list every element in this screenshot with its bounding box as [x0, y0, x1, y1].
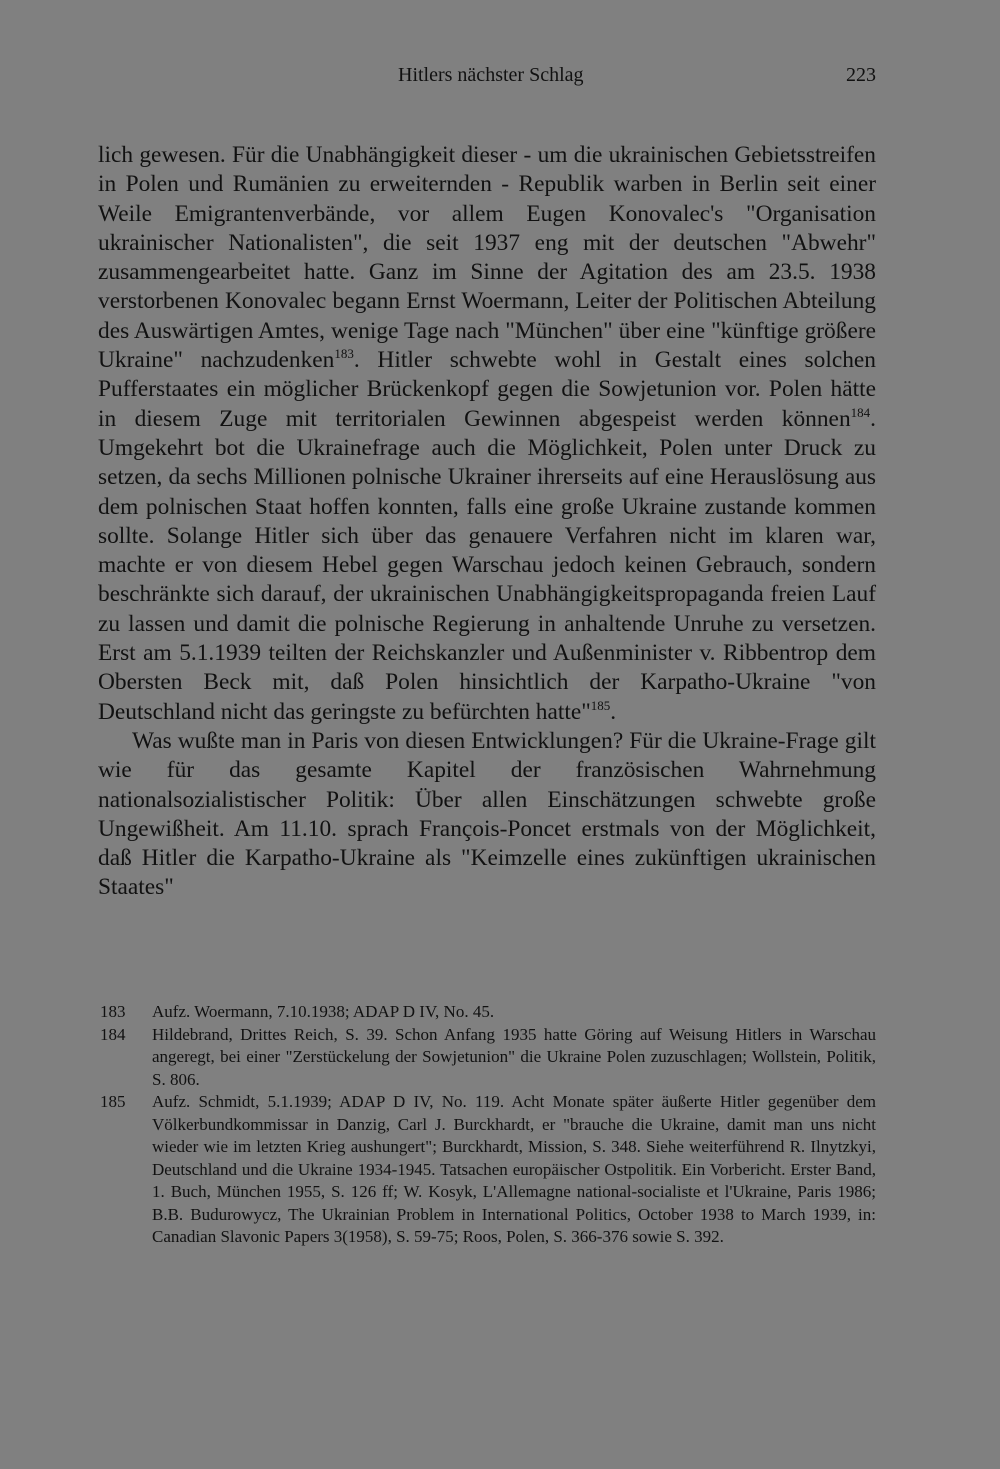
running-header	[0, 64, 1000, 94]
footnote	[100, 1091, 876, 1249]
footnote-ref[interactable]: 183	[334, 346, 354, 362]
footnotes	[100, 1001, 876, 1249]
footnote-text: Aufz. Woermann, 7.10.1938; ADAP D IV, No. 45.	[152, 1002, 495, 1021]
footnote-text: Aufz. Schmidt, 5.1.1939; ADAP D IV, No. 119. Acht Monate später äußerte Hitler gegenüber dem Völkerbundkommissar in Danzig, Carl J. Burckhardt, er "brauche die Ukraine, damit man uns nicht wieder wie im letzten Krieg aushungert"; Burckhardt, Mission, S. 348. Siehe weiterführend R. Ilnytzkyi, Deutschland und die Ukraine 1934-1945. Tatsachen europäischer Ostpolitik. Ein Vorbericht. Erster Band, 1. Buch, München 1955, S. 126 ff; W. Kosyk, L'Allemagne national-socialiste et l'Ukraine, Paris 1986; B.B. Budurowycz, The Ukrainian Problem in International Politics, October 1938 to March 1939, in: Canadian Slavonic Papers 3(1958), S. 59-75; Roos, Polen, S. 366-376 sowie S. 392.	[152, 1092, 876, 1246]
text-run: lich gewesen. Für die Unabhängigkeit dieser - um die ukrainischen Gebietsstreifen in Polen und Rumänien zu erweiternden - Republik warben in Berlin seit einer Weile Emigrantenverbände, vor allem Eugen Konovalec's "Organisation ukrainischer Nationalisten", die seit 1937 eng mit der deutschen "Abwehr" zusammengearbeitet hatte. Ganz im Sinne der Agitation des am 23.5. 1938 verstorbenen Konovalec begann Ernst Woermann, Leiter der Politischen Abteilung des Auswärtigen Amtes, wenige Tage nach "München" über eine "künftige größere Ukraine" nachzudenken	[98, 142, 876, 374]
footnote-ref[interactable]: 184	[850, 404, 871, 420]
text-run: . Hitler schwebte wohl in Gestalt eines solchen Pufferstaates ein möglicher Brückenkopf gegen die Sowjetunion vor. Polen hätte in diesem Zuge mit territorialen Gewinnen abgespeist werden können	[98, 347, 876, 432]
main-text	[98, 141, 876, 903]
footnote	[100, 1001, 876, 1024]
footnote-ref[interactable]: 185	[590, 697, 611, 713]
footnote	[100, 1024, 876, 1092]
running-title: Hitlers nächster Schlag	[398, 64, 584, 86]
text-run: .	[610, 698, 617, 725]
text-run: Was wußte man in Paris von diesen Entwicklungen? Für die Ukraine-Frage gilt wie für das gesamte Kapitel der französischen Wahrnehmung nationalsozialistischer Politik: Über allen Einschätzungen schwebte große Ungewißheit. Am 11.10. sprach François-Poncet erstmals von der Möglichkeit, daß Hitler die Karpatho-Ukraine als "Keimzelle eines zukünftigen ukrainischen Staates"	[98, 727, 876, 901]
footnote-number: 184	[100, 1024, 126, 1044]
text-run: . Umgekehrt bot die Ukrainefrage auch die Möglichkeit, Polen unter Druck zu setzen, da sechs Millionen polnische Ukrainer ihrerseits auf eine Herauslösung aus dem polnischen Staat hoffen konnten, falls eine große Ukraine zustande kommen sollte. Solange Hitler sich über das genauere Verfahren nicht im klaren war, machte er von diesem Hebel gegen Warschau jedoch keinen Gebrauch, sondern beschränkte sich darauf, der ukrainischen Unabhängigkeitspropaganda freien Lauf zu lassen und damit die polnische Regierung in anhaltende Unruhe zu versetzen. Erst am 5.1.1939 teilten der Reichskanzler und Außenminister v. Ribbentrop dem Obersten Beck mit, daß Polen hinsichtlich der Karpatho-Ukraine "von Deutschland nicht das geringste zu befürchten hatte"	[98, 405, 876, 725]
page-number: 223	[846, 64, 876, 86]
paragraph	[98, 141, 876, 727]
footnote-number: 185	[100, 1092, 126, 1111]
footnote-text: Hildebrand, Drittes Reich, S. 39. Schon Anfang 1935 hatte Göring auf Weisung Hitlers in Warschau angeregt, bei einer "Zerstückelung der Sowjetunion" die Ukraine Polen zuzuschlagen; Wollstein, Politik, S. 806.	[152, 1024, 876, 1089]
paragraph	[98, 727, 876, 903]
footnote-number: 183	[100, 1002, 126, 1021]
